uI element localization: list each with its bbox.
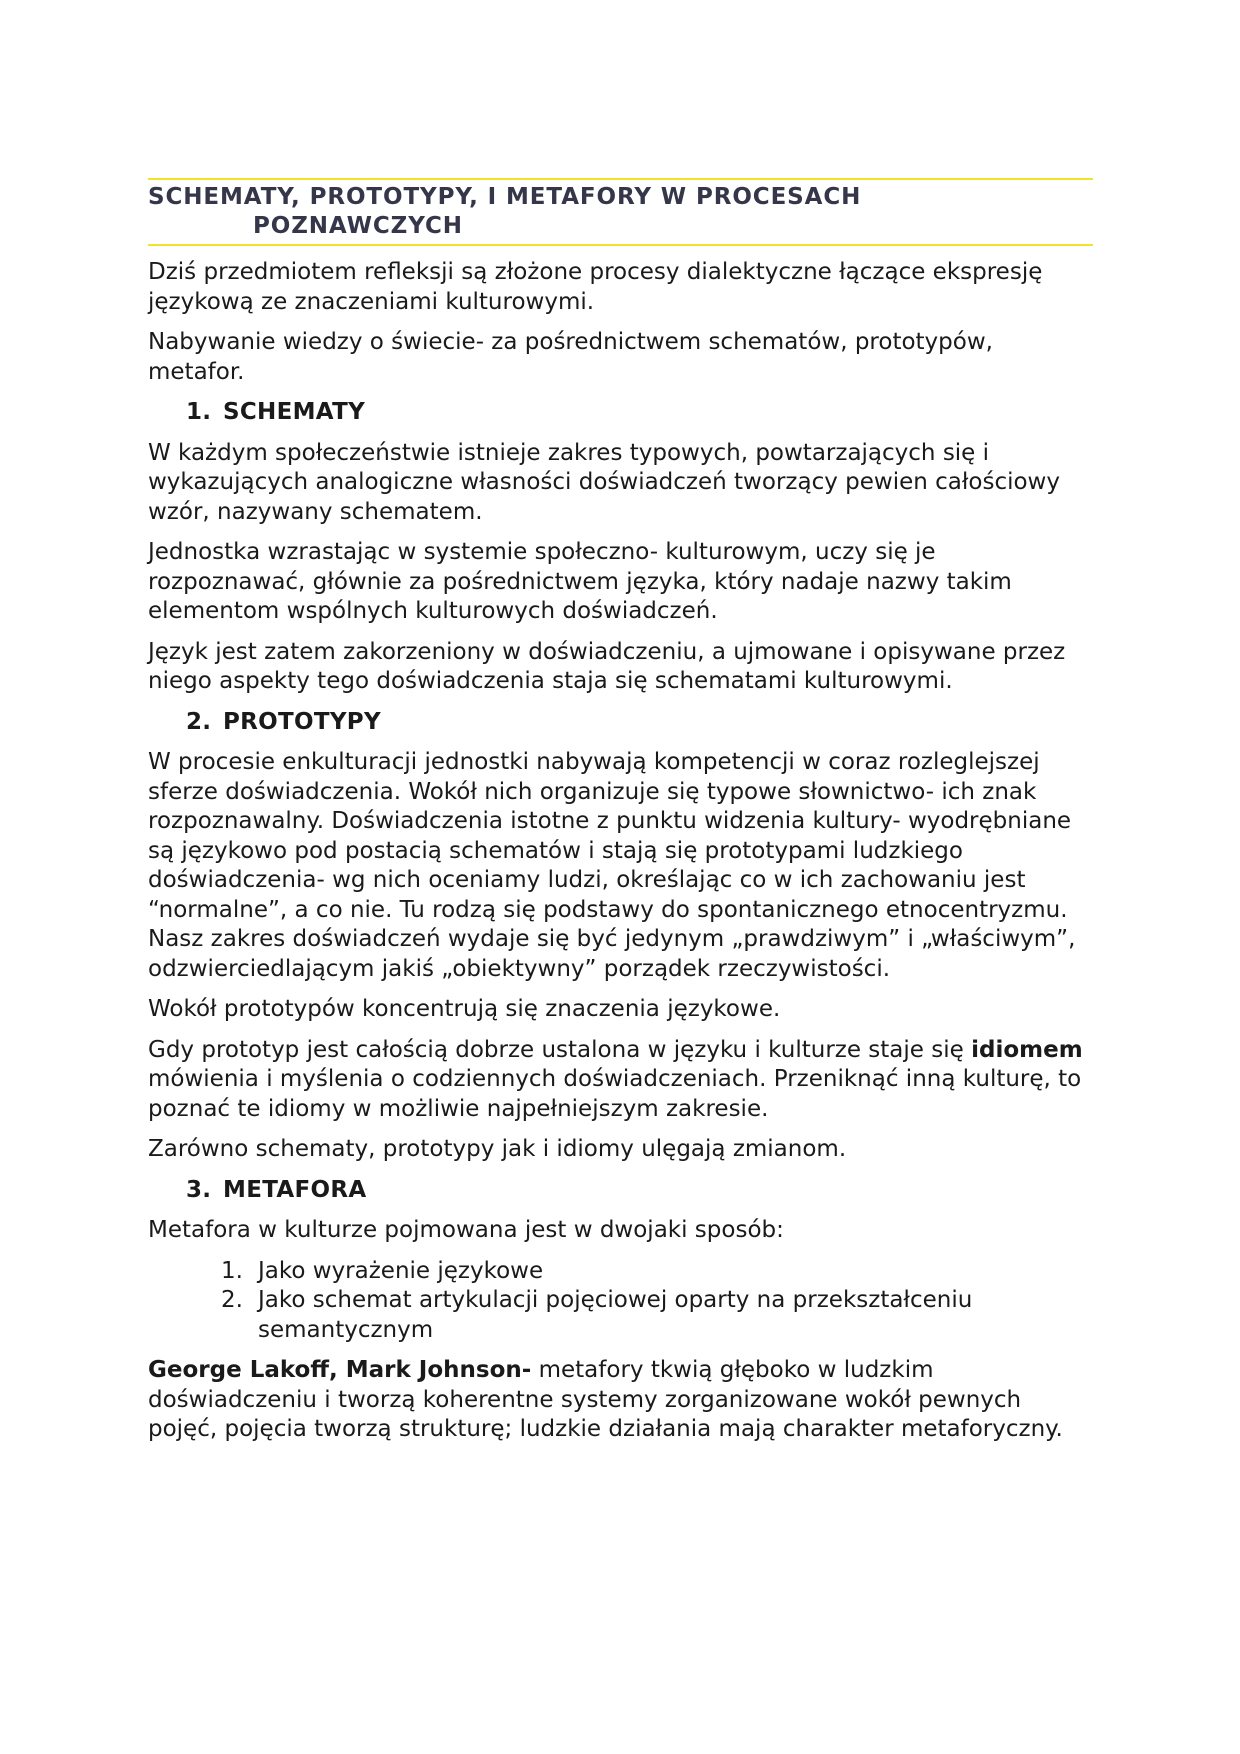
section-heading-schematy xyxy=(186,398,1093,428)
list-item xyxy=(148,1286,1093,1345)
authors-names: George Lakoff, Mark Johnson- xyxy=(148,1357,532,1383)
intro-paragraph-2: Nabywanie wiedzy o świecie- za pośrednictwem schematów, prototypów, metafor. xyxy=(148,329,993,385)
metafora-paragraph-1: Metafora w kulturze pojmowana jest w dwojaki sposób: xyxy=(148,1217,784,1243)
section-number: 2. xyxy=(186,708,212,735)
list-marker: 2. xyxy=(221,1287,243,1313)
document-page xyxy=(148,178,1093,1456)
section-number: 3. xyxy=(186,1176,212,1203)
title-line-2: POZNAWCZYCH xyxy=(253,213,463,239)
schematy-paragraph-2: Jednostka wzrastając w systemie społeczno- kulturowym, uczy się je rozpoznawać, głównie za pośrednictwem języka, który nadaje nazwy takim elementom wspólnych kulturowych doświadczeń. xyxy=(148,539,1012,624)
idiom-term: idiomem xyxy=(971,1036,1083,1063)
intro-paragraph-1: Dziś przedmiotem refleksji są złożone procesy dialektyczne łączące ekspresję językową ze znaczeniami kulturowymi. xyxy=(148,259,1043,315)
metafora-list xyxy=(148,1257,1093,1346)
section-title: SCHEMATY xyxy=(223,399,366,425)
metafora-p2-text: metafory tkwią głęboko w ludzkim doświadczeniu i tworzą koherentne systemy zorganizowane wokół pewnych pojęć, pojęcia tworzą strukturę; ludzkie działania mają charakter metaforyczny. xyxy=(148,1357,1063,1442)
list-item-text: Jako schemat artykulacji pojęciowej oparty na przekształceniu semantycznym xyxy=(258,1287,973,1343)
prototypy-p3-text-after: mówienia i myślenia o codziennych doświadczeniach. Przeniknąć inną kulturę, to poznać te idiomy w możliwie najpełniejszym zakresie. xyxy=(148,1066,1082,1122)
list-marker: 1. xyxy=(221,1257,243,1284)
section-title: METAFORA xyxy=(223,1176,367,1203)
prototypy-paragraph-3 xyxy=(148,1036,1093,1125)
document-title xyxy=(148,183,1093,241)
list-item xyxy=(148,1257,1093,1287)
section-heading-prototypy xyxy=(186,708,1093,738)
metafora-paragraph-2 xyxy=(148,1356,1093,1445)
list-item-text: Jako wyrażenie językowe xyxy=(258,1257,544,1284)
prototypy-paragraph-2: Wokół prototypów koncentrują się znaczenia językowe. xyxy=(148,996,781,1022)
schematy-paragraph-3: Język jest zatem zakorzeniony w doświadczeniu, a ujmowane i opisywane przez niego aspekty tego doświadczenia staja się schematami kulturowymi. xyxy=(148,638,1066,694)
title-line-1: SCHEMATY, PROTOTYPY, I METAFORY W PROCESACH xyxy=(148,184,862,210)
document-title-block xyxy=(148,178,1093,246)
prototypy-paragraph-4: Zarówno schematy, prototypy jak i idiomy ulęgają zmianom. xyxy=(148,1136,847,1162)
section-heading-metafora xyxy=(186,1176,1093,1206)
section-title: PROTOTYPY xyxy=(223,708,381,735)
schematy-paragraph-1: W każdym społeczeństwie istnieje zakres typowych, powtarzających się i wykazujących analogiczne własności doświadczeń tworzący pewien całościowy wzór, nazywany schematem. xyxy=(148,439,1060,525)
section-number: 1. xyxy=(186,399,212,425)
prototypy-paragraph-1: W procesie enkulturacji jednostki nabywają kompetencji w coraz rozleglejszej sferze doświadczenia. Wokół nich organizuje się typowe słownictwo- ich znak rozpoznawalny. Doświadczenia istotne z punktu widzenia kultury- wyodrębniane są językowo pod postacią schematów i stają się prototypami ludzkiego doświadczenia- wg nich oceniamy ludzi, określając co w ich zachowaniu jest “normalne”, a co nie. Tu rodzą się podstawy do spontanicznego etnocentryzmu. Nasz zakres doświadczeń wydaje się być jedynym „prawdziwym” i „właściwym”, odzwierciedlającym jakiś „obiektywny” porządek rzeczywistości. xyxy=(148,749,1076,982)
prototypy-p3-text-before: Gdy prototyp jest całością dobrze ustalona w języku i kulturze staje się xyxy=(148,1036,972,1063)
